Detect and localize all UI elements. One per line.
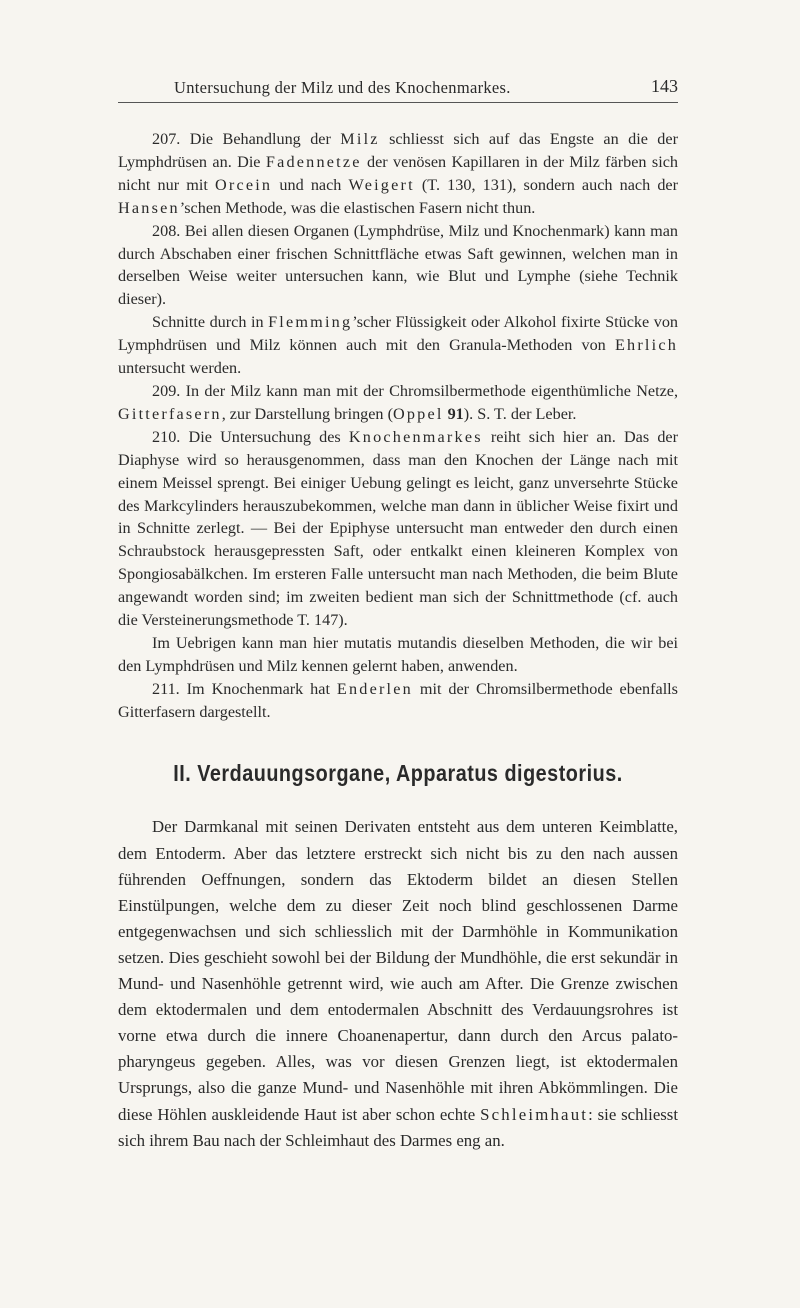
text-run: ). S. T. der Leber. [463, 404, 577, 423]
spaced-term: Orcein [214, 175, 273, 194]
spaced-name: Flemming [268, 313, 353, 332]
reference-number: 91 [443, 404, 464, 423]
text-run: Schnitte durch in [152, 313, 269, 332]
text-run: , zur Darstellung bringen ( [221, 404, 393, 423]
paragraph-211 [118, 678, 678, 724]
spaced-term: Knochenmarkes [348, 427, 483, 446]
paragraph-207 [118, 128, 678, 220]
text-run: ’schen Methode, was die elastischen Fasern nicht thun. [179, 198, 536, 217]
text-run: der venösen Kapillaren in der Milz färben sich nicht nur mit [118, 152, 678, 194]
section-heading: II. Verdauungsorgane, Apparatus digestorius. [173, 759, 623, 786]
page-body [118, 128, 678, 1154]
text-run: schliesst sich auf das Engste an die der Lymphdrüsen an. Die [118, 130, 678, 171]
text-run: untersucht werden. [118, 359, 242, 378]
text-run: mit der Chromsilbermethode ebenfalls Gitterfasern dargestellt. [118, 679, 678, 721]
text-run: : sie schliesst sich ihrem Bau nach der Schleimhaut des Darmes eng an. [118, 1104, 678, 1150]
text-run: Der Darmkanal mit seinen Derivaten entsteht aus dem unteren Keimblatte, dem Entoderm. Aber das letztere erstreckt sich nicht bis zu den nach aussen führenden Oeffnungen, sondern das Ektoderm bildet an diesen Stellen Einstülpungen, welche dem zu dieser Zeit noch blind geschlossenen Darme entgegenwachsen und sich schliesslich mit der Darmhöhle in Kommunikation setzen. Dies geschieht sowohl bei der Bildung der Mundhöhle, die erst sekundär in Mund- und Nasenhöhle getrennt wird, wie auch am After. Die Grenze zwischen dem ektodermalen und dem entodermalen Abschnitt des Verdauungsrohres ist vorne etwa durch die innere Choanenapertur, dann durch den Arcus palato-pharyngeus gegeben. Alles, was vor diesen Grenzen liegt, ist ektodermalen Ursprungs, also die ganze Mund- und Nasenhöhle mit ihren Abkömmlingen. Die diese Höhlen auskleidende Haut ist aber schon echte [118, 817, 678, 1124]
spaced-name: Oppel [392, 404, 444, 423]
text-run: ’scher Flüssigkeit oder Alkohol fixirte Stücke von Lymphdrüsen und Milz können auch mit den Granula-Methoden von [118, 313, 679, 355]
paragraph-210-continued: Im Uebrigen kann man hier mutatis mutandis dieselben Methoden, die wir bei den Lymphdrüsen und Milz kennen gelernt haben, anwenden. [118, 633, 678, 675]
page-number: 143 [651, 76, 678, 96]
paragraph-210 [118, 426, 678, 632]
paragraph-209 [118, 380, 678, 426]
spaced-term: Milz [340, 130, 380, 148]
spaced-term: Fadennetze [265, 152, 362, 171]
spaced-term: Schleimhaut [480, 1104, 589, 1124]
spaced-term: Gitterfasern [118, 404, 222, 423]
paragraph-208: 208. Bei allen diesen Organen (Lymphdrüse, Milz und Knochenmark) kann man durch Abschaben einer frischen Schnittfläche etwas Saft gewinnen, welchen man in derselben Weise weiter untersuchen kann, wie Blut und Lymphe (siehe Technik dieser). [118, 221, 678, 309]
running-title: Untersuchung der Milz und des Knochenmarkes. [174, 78, 511, 97]
text-run: und nach [272, 175, 349, 194]
spaced-name: Weigert [348, 175, 415, 194]
text-run: reiht sich hier an. Das der Diaphyse wird so herausgenommen, dass man den Knochen der Länge nach mit einem Meissel sprengt. Bei einiger Uebung gelingt es leicht, ganz unversehrte Stücke des Markcylinders herauszubekommen, welche man dann in üblicher Weise fixirt und in Schnitte zerlegt. — Bei der Epiphyse untersucht man entweder den durch einen Schraubstock herausgepressten Saft, oder entkalkt einen kleineren Komplex von Spongiosabälkchen. Im ersteren Falle untersucht man nach Methoden, die beim Blute angewandt worden sind; im zweiten bedient man sich der Schnittmethode (cf. auch die Versteinerungsmethode T. 147). [118, 427, 679, 630]
spaced-name: Hansen [118, 198, 180, 217]
text-run: 211. Im Knochenmark hat [152, 679, 337, 698]
text-run: 207. Die Behandlung der [152, 130, 341, 148]
spaced-name: Enderlen [336, 679, 413, 698]
text-run: 210. Die Untersuchung des [152, 427, 349, 446]
section-intro-paragraph [118, 814, 678, 1153]
running-header [118, 76, 678, 103]
text-run: (T. 130, 131), sondern auch nach der [414, 175, 679, 194]
spaced-name: Ehrlich [614, 336, 678, 355]
paragraph-208-continued [118, 311, 678, 380]
text-run: 209. In der Milz kann man mit der Chromsilbermethode eigenthümliche Netze, [152, 381, 678, 400]
